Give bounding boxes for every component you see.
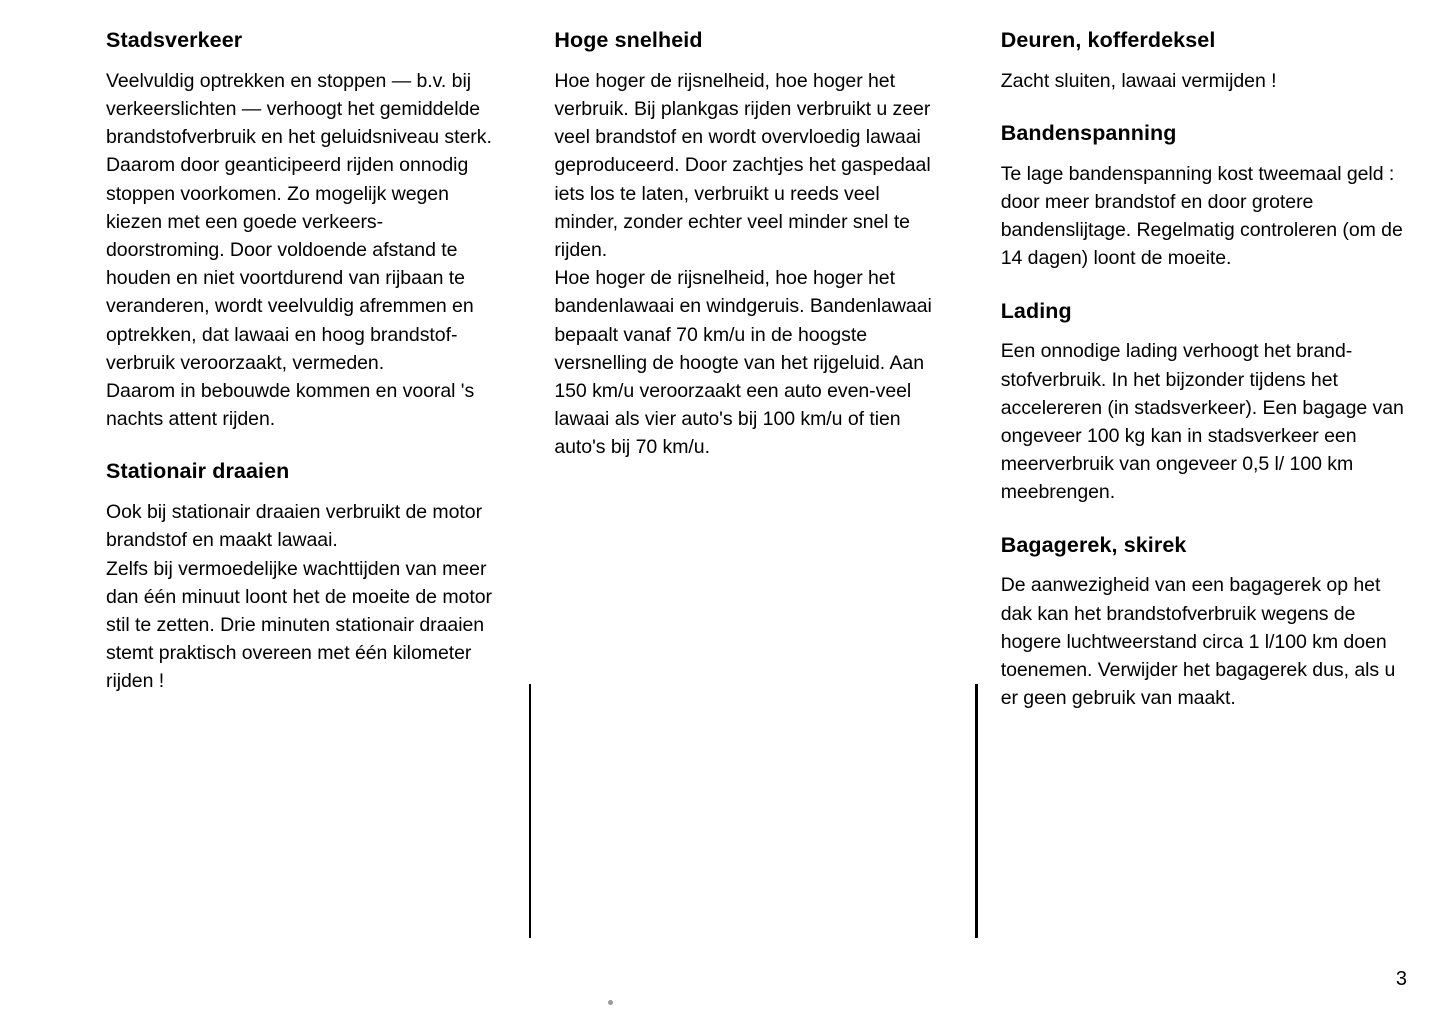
section-stadsverkeer: [106, 28, 499, 433]
section-paragraph: Veelvuldig optrekken en stoppen — b.v. bij verkeerslichten — verhoogt het gemiddelde brandstofverbruik en het geluidsniveau sterk. Daarom door geanticipeerd rijden onnodig stoppen voorkomen. Zo mogelijk wegen kiezen met een goede verkeers-doorstroming. Door voldoende afstand te houden en niet voortdurend van rijbaan te veranderen, wordt veelvuldig afremmen en optrekken, dat lawaai en hoog brandstof-verbruik veroorzaakt, vermeden.: [106, 69, 492, 374]
section-heading: Bandenspanning: [1000, 121, 1177, 145]
column-right: [978, 28, 1406, 938]
section-paragraph: Zelfs bij vermoedelijke wachttijden van meer dan één minuut loont het de moeite de motor stil te zetten. Drie minuten stationair draaien stemt praktisch overeen met één kilometer rijden !: [106, 557, 492, 693]
section-paragraph: Ook bij stationair draaien verbruikt de motor brandstof en maakt lawaai.: [106, 501, 483, 552]
column-left: [106, 28, 529, 938]
section-bandenspanning: [1001, 121, 1406, 273]
section-heading: Deuren, kofferdeksel: [1000, 28, 1216, 52]
page-columns: [106, 28, 1406, 938]
section-paragraph: Zacht sluiten, lawaai vermijden !: [1000, 69, 1277, 92]
section-paragraph: Hoe hoger de rijsnelheid, hoe hoger het bandenlawaai en windgeruis. Bandenlawaai bepaalt vanaf 70 km/u in de hoogste versnelling de hoogte van het rijgeluid. Aan 150 km/u veroorzaakt een auto even-veel lawaai als vier auto's bij 100 km/u of tien auto's bij 70 km/u.: [554, 267, 932, 459]
page-number: 3: [1395, 968, 1407, 990]
section-stationair-draaien: [106, 459, 499, 695]
section-bagagerek-skirek: [1001, 533, 1406, 713]
section-deuren-kofferdeksel: [1001, 28, 1406, 95]
section-paragraph: Daarom in bebouwde kommen en vooral 's nachts attent rijden.: [106, 380, 475, 431]
registration-mark: [608, 1000, 613, 1005]
section-lading: [1001, 299, 1406, 507]
section-hoge-snelheid: [554, 28, 944, 462]
section-heading: Lading: [1000, 298, 1072, 323]
section-paragraph: De aanwezigheid van een bagagerek op het dak kan het brandstofverbruik wegens de hogere luchtweerstand circa 1 l/100 km doen toenemen. Verwijder het bagagerek dus, als u er geen gebruik van maakt.: [1000, 574, 1396, 710]
section-heading: Bagagerek, skirek: [1000, 532, 1187, 557]
column-center: [531, 28, 974, 938]
section-paragraph: Hoe hoger de rijsnelheid, hoe hoger het verbruik. Bij plankgas rijden verbruikt u zeer veel brandstof en wordt overvloedig lawaai geproduceerd. Door zachtjes het gaspedaal iets los te laten, verbruikt u reeds veel minder, zonder echter veel minder snel te rijden.: [554, 69, 931, 262]
section-heading: Stadsverkeer: [106, 28, 243, 52]
section-heading: Stationair draaien: [106, 459, 290, 484]
section-paragraph: Te lage bandenspanning kost tweemaal geld : door meer brandstof en door grotere bandenslijtage. Regelmatig controleren (om de 14 dagen) loont de moeite.: [1000, 162, 1403, 270]
section-heading: Hoge snelheid: [554, 28, 703, 52]
section-paragraph: Een onnodige lading verhoogt het brand-stofverbruik. In het bijzonder tijdens het accelereren (in stadsverkeer). Een bagage van ongeveer 100 kg kan in stadsverkeer een meerverbruik van ongeveer 0,5 l/ 100 km meebrengen.: [1000, 340, 1404, 504]
